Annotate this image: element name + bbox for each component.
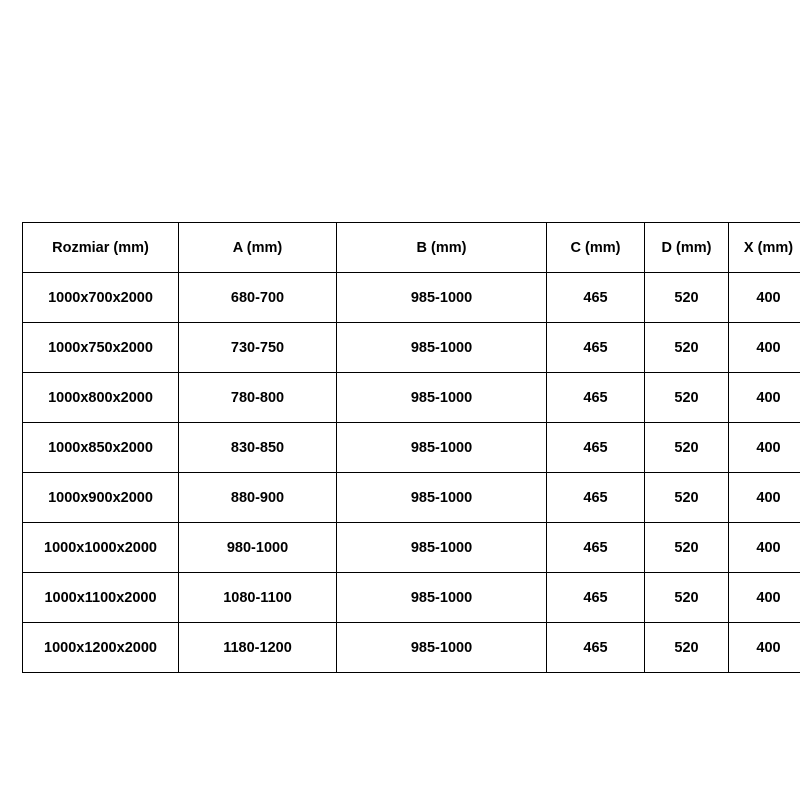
cell-b: 985-1000 xyxy=(337,573,547,623)
cell-b: 985-1000 xyxy=(337,473,547,523)
table-row xyxy=(23,373,800,423)
cell-size: 1000x900x2000 xyxy=(23,473,179,523)
cell-a: 830-850 xyxy=(179,423,337,473)
cell-a: 730-750 xyxy=(179,323,337,373)
cell-size: 1000x700x2000 xyxy=(23,273,179,323)
cell-d: 520 xyxy=(645,623,729,673)
cell-size: 1000x1000x2000 xyxy=(23,523,179,573)
cell-a: 680-700 xyxy=(179,273,337,323)
column-header-d: D (mm) xyxy=(645,223,729,273)
cell-x: 400 xyxy=(729,423,800,473)
cell-b: 985-1000 xyxy=(337,423,547,473)
cell-c: 465 xyxy=(547,523,645,573)
column-header-b: B (mm) xyxy=(337,223,547,273)
table-row xyxy=(23,523,800,573)
cell-b: 985-1000 xyxy=(337,523,547,573)
cell-d: 520 xyxy=(645,523,729,573)
cell-b: 985-1000 xyxy=(337,623,547,673)
cell-d: 520 xyxy=(645,573,729,623)
cell-x: 400 xyxy=(729,323,800,373)
cell-b: 985-1000 xyxy=(337,373,547,423)
cell-d: 520 xyxy=(645,373,729,423)
cell-d: 520 xyxy=(645,323,729,373)
cell-x: 400 xyxy=(729,373,800,423)
table-body xyxy=(23,273,800,673)
cell-size: 1000x750x2000 xyxy=(23,323,179,373)
cell-c: 465 xyxy=(547,373,645,423)
cell-b: 985-1000 xyxy=(337,273,547,323)
cell-size: 1000x1100x2000 xyxy=(23,573,179,623)
table-row xyxy=(23,573,800,623)
cell-x: 400 xyxy=(729,273,800,323)
cell-c: 465 xyxy=(547,623,645,673)
cell-x: 400 xyxy=(729,573,800,623)
cell-a: 780-800 xyxy=(179,373,337,423)
cell-c: 465 xyxy=(547,423,645,473)
cell-x: 400 xyxy=(729,473,800,523)
column-header-rozmiar: Rozmiar (mm) xyxy=(23,223,179,273)
cell-size: 1000x850x2000 xyxy=(23,423,179,473)
table-row xyxy=(23,423,800,473)
column-header-c: C (mm) xyxy=(547,223,645,273)
column-header-x: X (mm) xyxy=(729,223,800,273)
cell-c: 465 xyxy=(547,323,645,373)
specification-table xyxy=(22,222,800,673)
cell-d: 520 xyxy=(645,273,729,323)
table-row xyxy=(23,473,800,523)
table-row xyxy=(23,323,800,373)
cell-c: 465 xyxy=(547,273,645,323)
cell-b: 985-1000 xyxy=(337,323,547,373)
table-header-row xyxy=(23,223,800,273)
cell-a: 980-1000 xyxy=(179,523,337,573)
cell-c: 465 xyxy=(547,573,645,623)
cell-c: 465 xyxy=(547,473,645,523)
cell-a: 880-900 xyxy=(179,473,337,523)
cell-size: 1000x1200x2000 xyxy=(23,623,179,673)
cell-d: 520 xyxy=(645,473,729,523)
table-row xyxy=(23,273,800,323)
cell-x: 400 xyxy=(729,623,800,673)
cell-size: 1000x800x2000 xyxy=(23,373,179,423)
cell-a: 1080-1100 xyxy=(179,573,337,623)
cell-a: 1180-1200 xyxy=(179,623,337,673)
column-header-a: A (mm) xyxy=(179,223,337,273)
cell-d: 520 xyxy=(645,423,729,473)
table-row xyxy=(23,623,800,673)
cell-x: 400 xyxy=(729,523,800,573)
table-header xyxy=(23,223,800,273)
specification-table-container xyxy=(22,222,794,673)
